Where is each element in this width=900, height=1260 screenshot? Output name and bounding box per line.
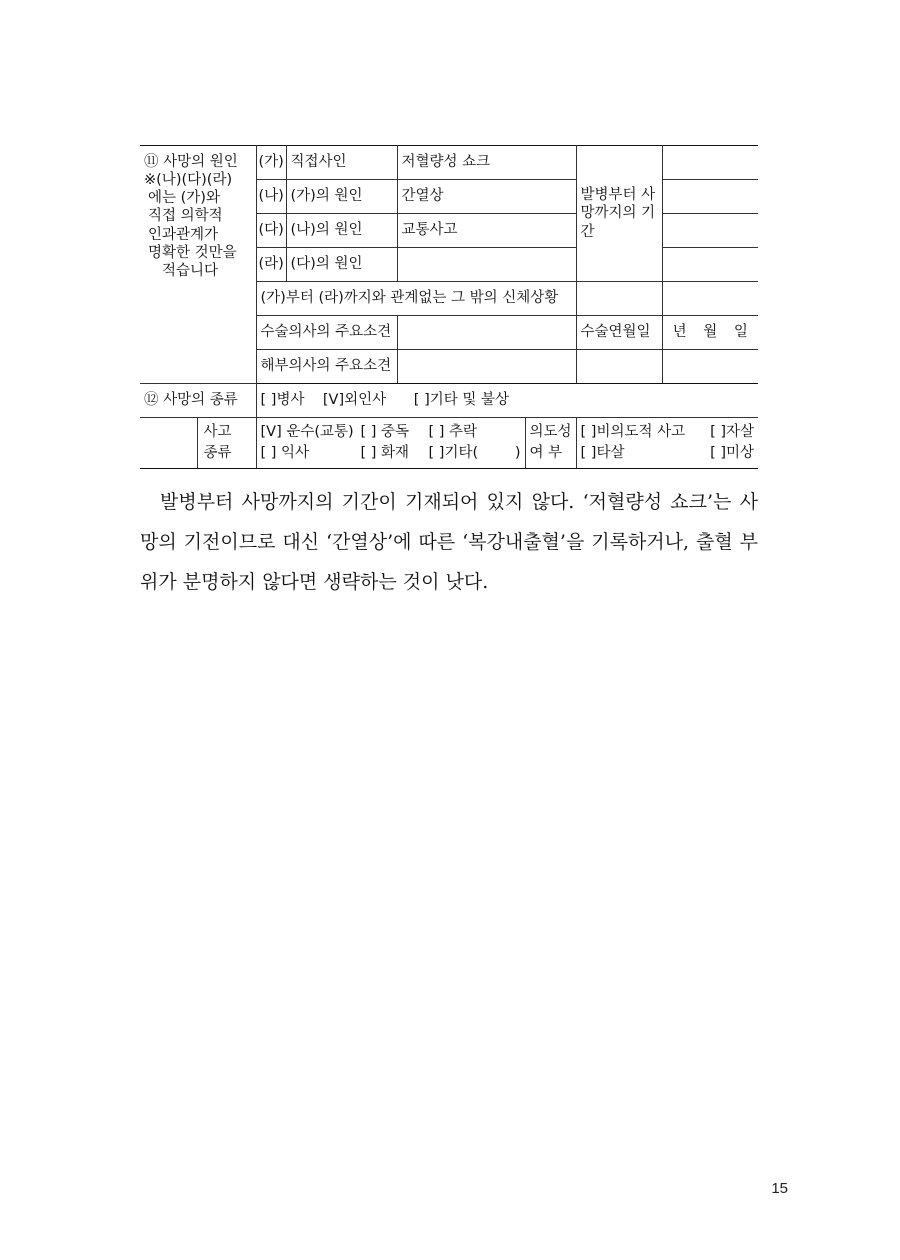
cause-note-line: 직접 의학적 [148, 208, 223, 225]
cause-row-value[interactable]: 교통사고 [397, 214, 576, 248]
cause-row-label: 직접사인 [286, 146, 397, 180]
death-type-options[interactable]: [ ]병사 [V]외인사 [ ]기타 및 불상 [256, 384, 758, 418]
accident-option-close: ) [514, 445, 521, 461]
other-condition-value[interactable] [576, 282, 662, 316]
cause-row-mark: (다) [256, 214, 286, 248]
surgeon-opinion-value[interactable] [397, 316, 576, 350]
accident-type-row [261, 443, 521, 464]
intent-row [581, 422, 755, 443]
intent-label-line: 의도성 [529, 423, 572, 440]
cause-note-line: 인과관계가 [148, 226, 219, 243]
duration-value[interactable] [662, 214, 758, 248]
surgery-date-value[interactable]: 년 월 일 [662, 316, 758, 350]
page-number: 15 [771, 1180, 788, 1197]
cause-row-mark: (라) [256, 248, 286, 282]
intent-options[interactable] [576, 418, 758, 469]
intent-option[interactable]: [ ]미상 [710, 445, 755, 461]
cause-of-death-cell [140, 146, 256, 384]
autopsy-opinion-label: 해부의사의 주요소견 [256, 350, 397, 384]
other-condition-extra[interactable] [662, 282, 758, 316]
cause-note-line: 에는 (가)와 [148, 190, 220, 207]
explanation-paragraph: 발병부터 사망까지의 기간이 기재되어 있지 않다. ‘저혈량성 쇼크’는 사망의 기전이므로 대신 ‘간열상’에 따른 ‘복강내출혈’을 기록하거나, 출혈 부위가 분명하지 않다면 생략하는 것이 낫다. [140, 491, 758, 593]
surgery-date-label: 수술연월일 [576, 316, 662, 350]
accident-option[interactable]: [ ] 추락 [428, 423, 478, 440]
accident-option[interactable]: [ ] 익사 [260, 445, 310, 461]
cause-title: ⑪ 사망의 원인 [144, 154, 238, 170]
cause-row-label: (나)의 원인 [286, 214, 397, 248]
other-condition-label: (가)부터 (라)까지와 관계없는 그 밖의 신체상황 [256, 282, 576, 316]
accident-type-options[interactable] [256, 418, 525, 469]
accident-type-label [197, 418, 256, 469]
cause-row-label: (다)의 원인 [286, 248, 397, 282]
accident-option[interactable]: [ ]기타( [428, 445, 479, 461]
accident-option[interactable]: [V] 운수(교통) [260, 423, 354, 440]
cause-note-line: 적습니다 [162, 262, 219, 279]
accident-option[interactable]: [ ] 중독 [360, 423, 410, 440]
intent-label-line: 여 부 [529, 445, 563, 461]
accident-option[interactable]: [ ] 화재 [360, 445, 410, 461]
accident-type-label-line: 종류 [203, 445, 232, 461]
cause-row-mark: (가) [256, 146, 286, 180]
cause-note-line: 명확한 것만을 [148, 244, 237, 261]
cause-row-label: (가)의 원인 [286, 180, 397, 214]
autopsy-extra[interactable] [576, 350, 662, 384]
death-certificate-table [140, 145, 758, 469]
cause-row-mark: (나) [256, 180, 286, 214]
accident-type-label-line: 사고 [203, 423, 232, 440]
autopsy-extra[interactable] [662, 350, 758, 384]
cause-note-line: ※(나)(다)(라) [144, 172, 233, 189]
intent-row [581, 443, 755, 464]
duration-value[interactable] [662, 180, 758, 214]
accident-type-row [261, 422, 521, 443]
intent-option[interactable]: [ ]비의도적 사고 [580, 423, 686, 440]
cause-row-value[interactable] [397, 248, 576, 282]
intent-label [525, 418, 576, 469]
intent-option[interactable]: [ ]자살 [710, 423, 755, 440]
intent-option[interactable]: [ ]타살 [580, 445, 625, 461]
duration-label: 발병부터 사망까지의 기간 [576, 146, 662, 282]
cause-row-value[interactable]: 저혈량성 쇼크 [397, 146, 576, 180]
cause-row-value[interactable]: 간열상 [397, 180, 576, 214]
accident-blank [140, 418, 197, 469]
autopsy-opinion-value[interactable] [397, 350, 576, 384]
duration-value[interactable] [662, 248, 758, 282]
duration-value[interactable] [662, 146, 758, 180]
surgeon-opinion-label: 수술의사의 주요소견 [256, 316, 397, 350]
death-type-label: ⑫ 사망의 종류 [140, 384, 256, 418]
